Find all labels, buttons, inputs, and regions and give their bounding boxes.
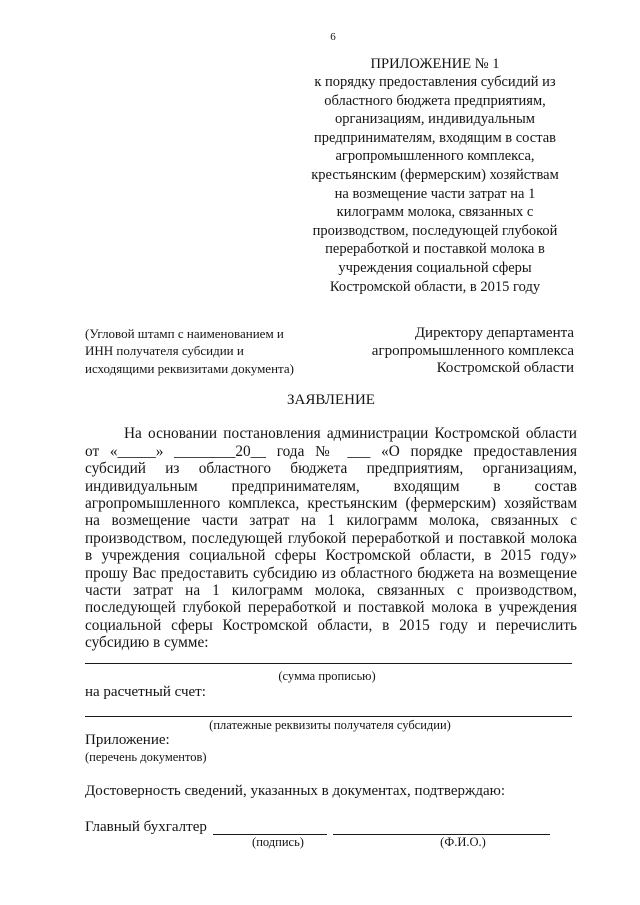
appendix-line: к порядку предоставления субсидий из: [314, 74, 556, 91]
appendix-line: переработкой и поставкой молока в: [325, 241, 545, 258]
appendix-line: учреждения социальной сферы: [338, 260, 532, 277]
page-number: 6: [330, 31, 336, 43]
attachment-caption: (перечень документов): [85, 750, 207, 764]
stamp-note-line: ИНН получателя субсидии и: [85, 343, 244, 358]
body-line: производством, последующей глубокой переработкой и поставкой молока: [85, 529, 577, 547]
addressee: [340, 325, 574, 378]
body-line: части затрат на 1 килограмм молока, связанных с производством,: [85, 581, 577, 599]
account-caption: (платежные реквизиты получателя субсидии): [209, 718, 451, 732]
addressee-line: Директору департамента: [414, 325, 574, 341]
body-line: субсидий из областного бюджета предприятиям, организациям,: [85, 460, 577, 478]
appendix-line: агропромышленного комплекса,: [335, 148, 535, 165]
body-line: социальной сферы Костромской области, в 2015 году и перечислить: [85, 616, 577, 634]
stamp-note: [85, 325, 325, 378]
addressee-line: Костромской области: [436, 360, 574, 376]
confirmation-text: Достоверность сведений, указанных в документах, подтверждаю:: [85, 783, 506, 799]
appendix-line: производством, последующей глубокой: [312, 222, 558, 239]
body-line: в учреждения социальной сферы Костромской области, в 2015 году»: [85, 547, 577, 565]
account-field-line: [85, 716, 572, 717]
appendix-title: ПРИЛОЖЕНИЕ № 1: [370, 55, 500, 72]
body-line: от «_____» ________20__ года № ___ «О порядке предоставления: [85, 442, 577, 460]
body-line: прошу Вас предоставить субсидию из областного бюджета на возмещение: [85, 564, 577, 582]
full-name-caption: (Ф.И.О.): [440, 835, 486, 849]
body-line: последующей глубокой переработкой и поставкой молока в учреждения: [85, 599, 577, 617]
body-line: индивидуальным предпринимателям, входящим в состав: [85, 477, 577, 495]
signature-caption: (подпись): [252, 835, 304, 849]
appendix-line: организациям, индивидуальным: [335, 111, 535, 128]
amount-field-line: [85, 663, 572, 664]
signature-role: Главный бухгалтер: [85, 819, 207, 835]
appendix-line: килограмм молока, связанных с: [336, 204, 534, 221]
body-line: На основании постановления администрации Костромской области: [124, 425, 577, 443]
attachment-label: Приложение:: [85, 732, 170, 748]
body-line: субсидию в сумме:: [85, 634, 209, 652]
body-line: на возмещение части затрат на 1 килограмм молока, связанных с: [85, 512, 577, 530]
appendix-header: [305, 55, 565, 297]
appendix-line: на возмещение части затрат на 1: [334, 185, 536, 202]
stamp-note-line: (Угловой штамп с наименованием и: [85, 325, 284, 341]
body-line: агропромышленного комплекса, крестьянским (фермерским) хозяйствам: [85, 494, 577, 512]
account-label: на расчетный счет:: [85, 684, 206, 700]
amount-caption: (сумма прописью): [278, 669, 376, 683]
appendix-line: крестьянским (фермерским) хозяйствам: [311, 167, 559, 184]
appendix-line: предпринимателям, входящим в состав: [313, 129, 557, 146]
application-body: [85, 425, 577, 651]
addressee-line: агропромышленного комплекса: [371, 342, 574, 359]
document-title: ЗАЯВЛЕНИЕ: [287, 392, 375, 408]
appendix-line: областного бюджета предприятиям,: [324, 92, 546, 109]
appendix-line: Костромской области, в 2015 году: [329, 278, 541, 295]
stamp-note-line: исходящими реквизитами документа): [85, 360, 294, 376]
